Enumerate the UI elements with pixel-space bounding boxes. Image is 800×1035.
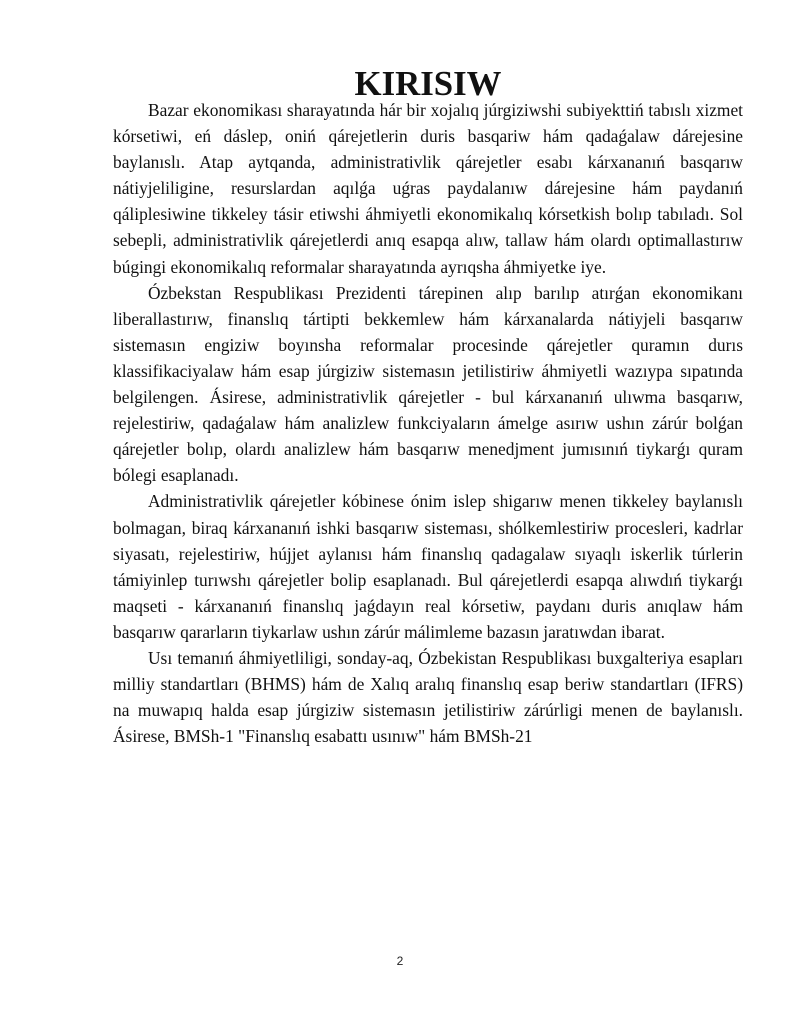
paragraph-4: Usı temanıń áhmiyetliligi, sonday-aq, Ózbekistan Respublikası buxgalteriya esapları milliy standartları (BHMS) hám de Xalıq aralıq finanslıq esap beriw standartları (IFRS) na muwapıq halda esap júrgiziw sistemasın jetilistiriw zárúrligi menen de baylanıslı. Ásirese, BMSh-1 "Finanslıq esabattı usınıw" hám BMSh-21 <box>113 647 743 747</box>
paragraph-2: Ózbekstan Respublikası Prezidenti tárepinen alıp barılıp atırǵan ekonomikanı liberallastırıw, finanslıq tártipti bekkemlew hám kárxanalarda nátiyjeli basqarıw sistemasın engiziw boyınsha reformalar procesinde qárejetler quramın durıs klassifikaciyalaw hám esap júrgiziw sistemasın jetilistiriw áhmiyetli wazıypa sıpatında belgilengen. Ásirese, administrativlik qárejetler - bul kárxananıń ulıwma basqarıw, rejelestiriw, qadaǵalaw hám analizlew funkciyaların ámelge asırıw ushın zárúr bolǵan qárejetler bolıp, olardı analizlew hám basqarıw menedjment jumısınıń tiykarǵı quram bólegi esaplanadı. <box>113 282 743 486</box>
document-body <box>113 64 743 749</box>
section-title: KIRISIW <box>354 64 502 103</box>
paragraph-3: Administrativlik qárejetler kóbinese ónim islep shigarıw menen tikkeley baylanıslı bolmagan, biraq kárxananıń ishki basqarıw sisteması, shólkemlestiriw procesleri, kadrlar siyasatı, rejelestiriw, hújjet aylanısı hám finanslıq qadagalaw sıyaqlı iskerlik túrlerin támiyinlep turıwshı qárejetler bolip esaplanadı. Bul qárejetlerdi esapqa alıwdıń tiykarǵı maqseti - kárxananıń finanslıq jaǵdayın real kórsetiw, paydanı duris anıqlaw hám basqarıw qararların tiykarlaw ushın zárúr málimleme bazasın jaratıwdan ibarat. <box>113 491 743 642</box>
page-number: 2 <box>396 954 404 968</box>
paragraph-1: Bazar ekonomikası sharayatında hár bir xojalıq júrgiziwshi subiyekttiń tabıslı xizmet kórsetiwi, eń dáslep, oniń qárejetlerin duris basqariw hám qadaǵalaw dárejesine baylanıslı. Atap aytqanda, administrativlik qárejetler esabı kárxananıń basqarıw nátiyjeliligine, resurslardan aqılǵa uǵras paydalanıw dárejesine hám paydanıń qáliplesiwine tikkeley tásir etiwshi áhmiyetli ekonomikalıq kórsetkish bolıp tabıladı. Sol sebepli, administrativlik qárejetlerdi anıq esapqa alıw, tallaw hám olardı optimallastırıw búgingi ekonomikalıq reformalar sharayatında ayrıqsha áhmiyetke iye. <box>113 100 743 277</box>
